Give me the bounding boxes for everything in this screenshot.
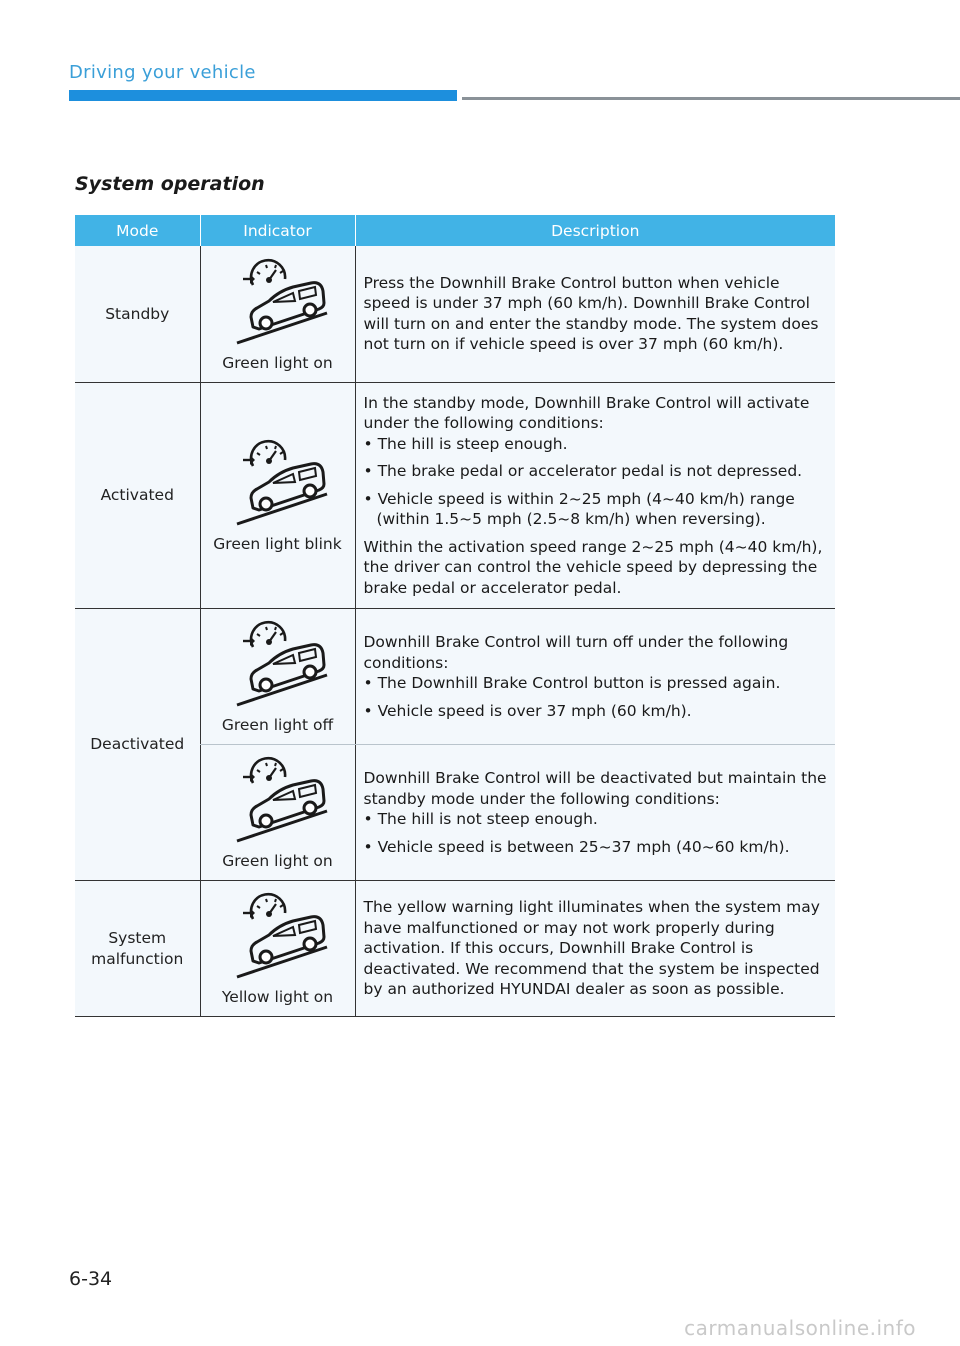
- downhill-brake-control-icon: [223, 438, 333, 528]
- header-accent-bar: [69, 90, 457, 101]
- downhill-brake-control-icon: [223, 619, 333, 709]
- page-number: 6-34: [69, 1268, 113, 1290]
- description-cell: [355, 246, 835, 382]
- downhill-brake-control-icon: [223, 891, 333, 981]
- bullet-item: • Vehicle speed is within 2~25 mph (4~40 km/h) range: [363, 489, 795, 508]
- table-row: [75, 382, 835, 609]
- bullet-continuation: (within 1.5~5 mph (2.5~8 km/h) when reversing).: [376, 510, 766, 528]
- indicator-cell: [200, 881, 355, 1017]
- mode-label-line1: System: [108, 929, 167, 947]
- indicator-label: Green light on: [222, 852, 333, 871]
- header-mode: Mode: [75, 215, 200, 246]
- bullet-item: • The Downhill Brake Control button is pressed again.: [363, 674, 781, 692]
- description-text: The yellow warning light illuminates when the system may have malfunctioned or may not work properly during activation. If this occurs, Downhill Brake Control is deactivated. We recommend that the system be inspected by an authorized HYUNDAI dealer as soon as possible.: [363, 898, 820, 999]
- description-cell: [355, 609, 835, 745]
- page-heading: System operation: [75, 173, 265, 195]
- system-operation-table: [75, 215, 835, 1017]
- description-cell: [355, 382, 835, 609]
- table-row: [75, 881, 835, 1017]
- indicator-cell: [200, 745, 355, 881]
- downhill-brake-control-icon: [223, 755, 333, 845]
- description-text: Press the Downhill Brake Control button when vehicle speed is under 37 mph (60 km/h). Downhill Brake Control will turn on and enter the standby mode. The system does not turn on if vehicle speed is over 37 mph (60 km/h).: [363, 273, 819, 354]
- mode-label-line2: malfunction: [91, 949, 184, 968]
- bullet-item: • Vehicle speed is between 25~37 mph (40~60 km/h).: [363, 837, 790, 856]
- bullet-item: • The brake pedal or accelerator pedal is not depressed.: [363, 462, 803, 480]
- indicator-label: Green light blink: [213, 535, 342, 553]
- header-rule: [462, 97, 960, 100]
- bullet-item: • Vehicle speed is over 37 mph (60 km/h).: [363, 701, 692, 720]
- header-description: Description: [355, 215, 835, 246]
- description-text: Downhill Brake Control will be deactivated but maintain the standby mode under the following conditions:: [363, 769, 827, 808]
- mode-cell: [75, 881, 200, 1017]
- indicator-label: Green light off: [221, 716, 334, 735]
- description-outro: Within the activation speed range 2~25 mph (4~40 km/h), the driver can control the vehicle speed by depressing the brake pedal or accelerator pedal.: [363, 537, 823, 597]
- indicator-label: Yellow light on: [221, 988, 334, 1007]
- downhill-brake-control-icon: [223, 257, 333, 347]
- description-cell: [355, 881, 835, 1017]
- bullet-item: • The hill is steep enough.: [363, 434, 568, 453]
- indicator-cell: [200, 246, 355, 382]
- mode-cell: Deactivated: [75, 609, 200, 881]
- description-text: Downhill Brake Control will turn off under the following conditions:: [363, 633, 789, 672]
- watermark: carmanualsonline.info: [684, 1316, 916, 1340]
- table-row: [75, 609, 835, 745]
- description-cell: [355, 745, 835, 881]
- indicator-label: Green light on: [222, 353, 333, 372]
- indicator-cell: [200, 382, 355, 609]
- mode-cell: Activated: [75, 382, 200, 609]
- mode-cell: Standby: [75, 246, 200, 382]
- header-indicator: Indicator: [200, 215, 355, 246]
- section-title: Driving your vehicle: [69, 62, 256, 83]
- table-header-row: [75, 215, 835, 246]
- description-text: In the standby mode, Downhill Brake Control will activate under the following conditions:: [363, 393, 810, 432]
- bullet-item: • The hill is not steep enough.: [363, 810, 598, 828]
- table-row: [75, 246, 835, 382]
- indicator-cell: [200, 609, 355, 745]
